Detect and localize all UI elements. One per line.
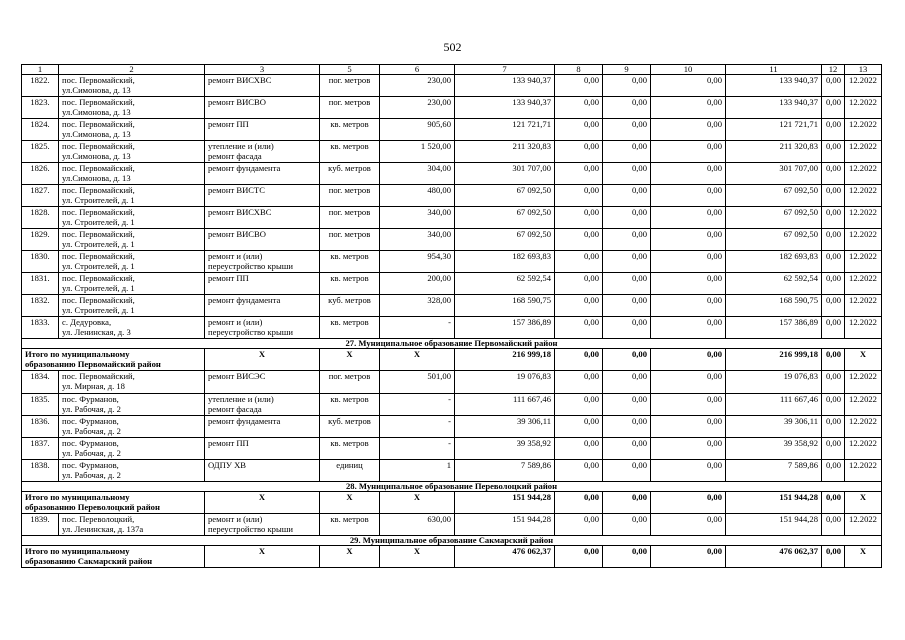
col11-cell: 67 092,50 xyxy=(726,207,822,229)
unit-cell: кв. метров xyxy=(320,394,380,416)
address-cell: пос. Первомайский, ул. Строителей, д. 1 xyxy=(59,229,205,251)
col8-cell: 0,00 xyxy=(555,295,603,317)
section-heading-row xyxy=(22,536,882,546)
column-number: 2 xyxy=(59,65,205,75)
col11-cell: 151 944,28 xyxy=(726,492,822,514)
col10-cell: 0,00 xyxy=(651,229,726,251)
work-type-cell: ремонт ПП xyxy=(205,273,320,295)
repair-schedule-table xyxy=(21,64,882,568)
unit-cell: единиц xyxy=(320,460,380,482)
cost-cell: 39 358,92 xyxy=(455,438,555,460)
section-heading: 29. Муниципальное образование Сакмарский район xyxy=(22,536,882,546)
col9-cell: 0,00 xyxy=(603,163,651,185)
quantity-cell: 340,00 xyxy=(380,229,455,251)
col8-cell: 0,00 xyxy=(555,349,603,371)
unit-cell: куб. метров xyxy=(320,416,380,438)
unit-cell: пог. метров xyxy=(320,207,380,229)
col10-cell: 0,00 xyxy=(651,141,726,163)
work-type-cell: ремонт ВИСХВС xyxy=(205,75,320,97)
table-row xyxy=(22,97,882,119)
unit-cell: кв. метров xyxy=(320,141,380,163)
col10-cell: 0,00 xyxy=(651,207,726,229)
total-label: Итого по муниципальному образованию Переволоцкий район xyxy=(22,492,205,514)
col12-cell: 0,00 xyxy=(822,229,845,251)
row-number: 1839. xyxy=(22,514,59,536)
col10-cell: 0,00 xyxy=(651,185,726,207)
cost-cell: 151 944,28 xyxy=(455,514,555,536)
work-type-cell: утепление и (или) ремонт фасада xyxy=(205,141,320,163)
cost-cell: 182 693,83 xyxy=(455,251,555,273)
column-number: 12 xyxy=(822,65,845,75)
cost-cell: 111 667,46 xyxy=(455,394,555,416)
row-number: 1824. xyxy=(22,119,59,141)
cost-cell: 7 589,86 xyxy=(455,460,555,482)
row-number: 1838. xyxy=(22,460,59,482)
col9-cell: 0,00 xyxy=(603,317,651,339)
row-number: 1834. xyxy=(22,371,59,394)
date-cell: 12.2022 xyxy=(845,317,882,339)
x-cell: X xyxy=(380,546,455,568)
total-cost-cell: 476 062,37 xyxy=(455,546,555,568)
quantity-cell: - xyxy=(380,394,455,416)
col11-cell: 301 707,00 xyxy=(726,163,822,185)
col8-cell: 0,00 xyxy=(555,163,603,185)
row-number: 1827. xyxy=(22,185,59,207)
col10-cell: 0,00 xyxy=(651,416,726,438)
date-cell: 12.2022 xyxy=(845,163,882,185)
x-cell: X xyxy=(205,546,320,568)
col10-cell: 0,00 xyxy=(651,371,726,394)
col12-cell: 0,00 xyxy=(822,438,845,460)
date-cell: 12.2022 xyxy=(845,438,882,460)
col8-cell: 0,00 xyxy=(555,371,603,394)
col9-cell: 0,00 xyxy=(603,349,651,371)
work-type-cell: ремонт и (или) переустройство крыши xyxy=(205,317,320,339)
col8-cell: 0,00 xyxy=(555,438,603,460)
unit-cell: кв. метров xyxy=(320,438,380,460)
quantity-cell: 328,00 xyxy=(380,295,455,317)
table-body xyxy=(22,65,882,568)
col11-cell: 182 693,83 xyxy=(726,251,822,273)
quantity-cell: 340,00 xyxy=(380,207,455,229)
column-number: 8 xyxy=(555,65,603,75)
col10-cell: 0,00 xyxy=(651,438,726,460)
address-cell: пос. Первомайский, ул. Мирная, д. 18 xyxy=(59,371,205,394)
col9-cell: 0,00 xyxy=(603,514,651,536)
unit-cell: пог. метров xyxy=(320,371,380,394)
cost-cell: 62 592,54 xyxy=(455,273,555,295)
x-cell: X xyxy=(320,546,380,568)
col12-cell: 0,00 xyxy=(822,295,845,317)
col9-cell: 0,00 xyxy=(603,185,651,207)
date-cell: 12.2022 xyxy=(845,97,882,119)
unit-cell: куб. метров xyxy=(320,163,380,185)
col9-cell: 0,00 xyxy=(603,492,651,514)
cost-cell: 133 940,37 xyxy=(455,97,555,119)
col8-cell: 0,00 xyxy=(555,119,603,141)
col11-cell: 157 386,89 xyxy=(726,317,822,339)
table-row xyxy=(22,229,882,251)
quantity-cell: - xyxy=(380,416,455,438)
col8-cell: 0,00 xyxy=(555,416,603,438)
address-cell: пос. Первомайский, ул. Строителей, д. 1 xyxy=(59,185,205,207)
address-cell: пос. Первомайский, ул. Строителей, д. 1 xyxy=(59,295,205,317)
col11-cell: 216 999,18 xyxy=(726,349,822,371)
address-cell: с. Дедуровка, ул. Ленинская, д. 3 xyxy=(59,317,205,339)
col12-cell: 0,00 xyxy=(822,185,845,207)
col10-cell: 0,00 xyxy=(651,251,726,273)
x-cell: X xyxy=(845,349,882,371)
address-cell: пос. Переволоцкий, ул. Ленинская, д. 137а xyxy=(59,514,205,536)
unit-cell: пог. метров xyxy=(320,185,380,207)
row-number: 1826. xyxy=(22,163,59,185)
table-row xyxy=(22,514,882,536)
col8-cell: 0,00 xyxy=(555,514,603,536)
quantity-cell: 200,00 xyxy=(380,273,455,295)
unit-cell: пог. метров xyxy=(320,229,380,251)
col12-cell: 0,00 xyxy=(822,460,845,482)
cost-cell: 301 707,00 xyxy=(455,163,555,185)
col9-cell: 0,00 xyxy=(603,251,651,273)
column-number: 11 xyxy=(726,65,822,75)
row-number: 1831. xyxy=(22,273,59,295)
col12-cell: 0,00 xyxy=(822,546,845,568)
quantity-cell: - xyxy=(380,438,455,460)
section-heading: 28. Муниципальное образование Переволоцкий район xyxy=(22,482,882,492)
work-type-cell: ремонт и (или) переустройство крыши xyxy=(205,514,320,536)
unit-cell: куб. метров xyxy=(320,295,380,317)
cost-cell: 211 320,83 xyxy=(455,141,555,163)
work-type-cell: ремонт фундамента xyxy=(205,416,320,438)
row-number: 1836. xyxy=(22,416,59,438)
quantity-cell: 501,00 xyxy=(380,371,455,394)
col8-cell: 0,00 xyxy=(555,229,603,251)
col12-cell: 0,00 xyxy=(822,416,845,438)
col12-cell: 0,00 xyxy=(822,97,845,119)
col12-cell: 0,00 xyxy=(822,141,845,163)
col11-cell: 211 320,83 xyxy=(726,141,822,163)
table-row xyxy=(22,460,882,482)
col11-cell: 67 092,50 xyxy=(726,185,822,207)
work-type-cell: ремонт ВИСХВС xyxy=(205,207,320,229)
col10-cell: 0,00 xyxy=(651,97,726,119)
table-row xyxy=(22,185,882,207)
work-type-cell: ремонт ВИСВО xyxy=(205,229,320,251)
col9-cell: 0,00 xyxy=(603,438,651,460)
work-type-cell: утепление и (или) ремонт фасада xyxy=(205,394,320,416)
col9-cell: 0,00 xyxy=(603,371,651,394)
column-number: 9 xyxy=(603,65,651,75)
x-cell: X xyxy=(320,349,380,371)
col8-cell: 0,00 xyxy=(555,75,603,97)
row-number: 1828. xyxy=(22,207,59,229)
date-cell: 12.2022 xyxy=(845,514,882,536)
total-row xyxy=(22,546,882,568)
cost-cell: 67 092,50 xyxy=(455,207,555,229)
col9-cell: 0,00 xyxy=(603,295,651,317)
col9-cell: 0,00 xyxy=(603,460,651,482)
row-number: 1829. xyxy=(22,229,59,251)
col12-cell: 0,00 xyxy=(822,394,845,416)
col10-cell: 0,00 xyxy=(651,273,726,295)
unit-cell: кв. метров xyxy=(320,273,380,295)
x-cell: X xyxy=(380,349,455,371)
address-cell: пос. Первомайский, ул.Симонова, д. 13 xyxy=(59,163,205,185)
table-row xyxy=(22,207,882,229)
col10-cell: 0,00 xyxy=(651,394,726,416)
table-row xyxy=(22,438,882,460)
col8-cell: 0,00 xyxy=(555,185,603,207)
address-cell: пос. Первомайский, ул.Симонова, д. 13 xyxy=(59,75,205,97)
cost-cell: 133 940,37 xyxy=(455,75,555,97)
col12-cell: 0,00 xyxy=(822,317,845,339)
col9-cell: 0,00 xyxy=(603,75,651,97)
col9-cell: 0,00 xyxy=(603,394,651,416)
work-type-cell: ремонт ПП xyxy=(205,119,320,141)
col10-cell: 0,00 xyxy=(651,119,726,141)
col8-cell: 0,00 xyxy=(555,546,603,568)
col12-cell: 0,00 xyxy=(822,75,845,97)
x-cell: X xyxy=(845,546,882,568)
unit-cell: пог. метров xyxy=(320,75,380,97)
date-cell: 12.2022 xyxy=(845,273,882,295)
col10-cell: 0,00 xyxy=(651,460,726,482)
col8-cell: 0,00 xyxy=(555,492,603,514)
table-row xyxy=(22,416,882,438)
column-number: 5 xyxy=(320,65,380,75)
unit-cell: кв. метров xyxy=(320,514,380,536)
col8-cell: 0,00 xyxy=(555,273,603,295)
total-cost-cell: 151 944,28 xyxy=(455,492,555,514)
col9-cell: 0,00 xyxy=(603,97,651,119)
quantity-cell: 1 520,00 xyxy=(380,141,455,163)
table-row xyxy=(22,119,882,141)
row-number: 1822. xyxy=(22,75,59,97)
quantity-cell: 905,60 xyxy=(380,119,455,141)
col8-cell: 0,00 xyxy=(555,207,603,229)
col9-cell: 0,00 xyxy=(603,416,651,438)
col12-cell: 0,00 xyxy=(822,207,845,229)
col11-cell: 62 592,54 xyxy=(726,273,822,295)
column-number: 3 xyxy=(205,65,320,75)
col8-cell: 0,00 xyxy=(555,97,603,119)
address-cell: пос. Первомайский, ул. Строителей, д. 1 xyxy=(59,273,205,295)
col8-cell: 0,00 xyxy=(555,251,603,273)
col10-cell: 0,00 xyxy=(651,492,726,514)
col11-cell: 7 589,86 xyxy=(726,460,822,482)
col12-cell: 0,00 xyxy=(822,273,845,295)
quantity-cell: 630,00 xyxy=(380,514,455,536)
quantity-cell: 480,00 xyxy=(380,185,455,207)
date-cell: 12.2022 xyxy=(845,295,882,317)
col12-cell: 0,00 xyxy=(822,349,845,371)
address-cell: пос. Первомайский, ул.Симонова, д. 13 xyxy=(59,119,205,141)
col10-cell: 0,00 xyxy=(651,514,726,536)
work-type-cell: ремонт ПП xyxy=(205,438,320,460)
cost-cell: 157 386,89 xyxy=(455,317,555,339)
col12-cell: 0,00 xyxy=(822,371,845,394)
col8-cell: 0,00 xyxy=(555,460,603,482)
date-cell: 12.2022 xyxy=(845,394,882,416)
total-cost-cell: 216 999,18 xyxy=(455,349,555,371)
column-number-header xyxy=(22,65,882,75)
date-cell: 12.2022 xyxy=(845,416,882,438)
row-number: 1833. xyxy=(22,317,59,339)
work-type-cell: ремонт фундамента xyxy=(205,163,320,185)
table-row xyxy=(22,75,882,97)
row-number: 1835. xyxy=(22,394,59,416)
col8-cell: 0,00 xyxy=(555,394,603,416)
unit-cell: пог. метров xyxy=(320,97,380,119)
work-type-cell: ремонт ВИСВО xyxy=(205,97,320,119)
col12-cell: 0,00 xyxy=(822,514,845,536)
date-cell: 12.2022 xyxy=(845,119,882,141)
date-cell: 12.2022 xyxy=(845,75,882,97)
date-cell: 12.2022 xyxy=(845,185,882,207)
col9-cell: 0,00 xyxy=(603,229,651,251)
col11-cell: 19 076,83 xyxy=(726,371,822,394)
date-cell: 12.2022 xyxy=(845,229,882,251)
column-number: 13 xyxy=(845,65,882,75)
col12-cell: 0,00 xyxy=(822,163,845,185)
column-number: 7 xyxy=(455,65,555,75)
total-row xyxy=(22,349,882,371)
address-cell: пос. Фурманов, ул. Рабочая, д. 2 xyxy=(59,394,205,416)
date-cell: 12.2022 xyxy=(845,251,882,273)
address-cell: пос. Фурманов, ул. Рабочая, д. 2 xyxy=(59,416,205,438)
column-number: 6 xyxy=(380,65,455,75)
cost-cell: 19 076,83 xyxy=(455,371,555,394)
col11-cell: 39 358,92 xyxy=(726,438,822,460)
table-row xyxy=(22,251,882,273)
quantity-cell: 230,00 xyxy=(380,75,455,97)
table-row xyxy=(22,317,882,339)
quantity-cell: 304,00 xyxy=(380,163,455,185)
x-cell: X xyxy=(380,492,455,514)
col8-cell: 0,00 xyxy=(555,317,603,339)
col10-cell: 0,00 xyxy=(651,546,726,568)
row-number: 1823. xyxy=(22,97,59,119)
date-cell: 12.2022 xyxy=(845,207,882,229)
table-row xyxy=(22,371,882,394)
quantity-cell: - xyxy=(380,317,455,339)
address-cell: пос. Фурманов, ул. Рабочая, д. 2 xyxy=(59,460,205,482)
col11-cell: 133 940,37 xyxy=(726,97,822,119)
col12-cell: 0,00 xyxy=(822,119,845,141)
x-cell: X xyxy=(320,492,380,514)
col9-cell: 0,00 xyxy=(603,141,651,163)
unit-cell: кв. метров xyxy=(320,119,380,141)
quantity-cell: 1 xyxy=(380,460,455,482)
section-heading-row xyxy=(22,482,882,492)
column-number: 1 xyxy=(22,65,59,75)
table-row xyxy=(22,273,882,295)
col11-cell: 151 944,28 xyxy=(726,514,822,536)
cost-cell: 67 092,50 xyxy=(455,185,555,207)
cost-cell: 39 306,11 xyxy=(455,416,555,438)
col10-cell: 0,00 xyxy=(651,317,726,339)
row-number: 1837. xyxy=(22,438,59,460)
cost-cell: 67 092,50 xyxy=(455,229,555,251)
total-label: Итого по муниципальному образованию Первомайский район xyxy=(22,349,205,371)
col11-cell: 121 721,71 xyxy=(726,119,822,141)
col12-cell: 0,00 xyxy=(822,251,845,273)
cost-cell: 168 590,75 xyxy=(455,295,555,317)
table-row xyxy=(22,295,882,317)
col10-cell: 0,00 xyxy=(651,349,726,371)
col10-cell: 0,00 xyxy=(651,75,726,97)
work-type-cell: ремонт фундамента xyxy=(205,295,320,317)
col11-cell: 476 062,37 xyxy=(726,546,822,568)
table-row xyxy=(22,141,882,163)
col11-cell: 133 940,37 xyxy=(726,75,822,97)
section-heading-row xyxy=(22,339,882,349)
section-heading: 27. Муниципальное образование Первомайский район xyxy=(22,339,882,349)
x-cell: X xyxy=(845,492,882,514)
total-row xyxy=(22,492,882,514)
table-row xyxy=(22,163,882,185)
address-cell: пос. Первомайский, ул. Строителей, д. 1 xyxy=(59,207,205,229)
col11-cell: 168 590,75 xyxy=(726,295,822,317)
x-cell: X xyxy=(205,492,320,514)
quantity-cell: 230,00 xyxy=(380,97,455,119)
col10-cell: 0,00 xyxy=(651,295,726,317)
unit-cell: кв. метров xyxy=(320,251,380,273)
cost-cell: 121 721,71 xyxy=(455,119,555,141)
date-cell: 12.2022 xyxy=(845,371,882,394)
total-label: Итого по муниципальному образованию Сакмарский район xyxy=(22,546,205,568)
work-type-cell: ремонт ВИСЭС xyxy=(205,371,320,394)
address-cell: пос. Фурманов, ул. Рабочая, д. 2 xyxy=(59,438,205,460)
work-type-cell: ОДПУ ХВ xyxy=(205,460,320,482)
col11-cell: 67 092,50 xyxy=(726,229,822,251)
col11-cell: 39 306,11 xyxy=(726,416,822,438)
column-number: 10 xyxy=(651,65,726,75)
work-type-cell: ремонт ВИСТС xyxy=(205,185,320,207)
table-row xyxy=(22,394,882,416)
page-number: 502 xyxy=(443,40,462,54)
col9-cell: 0,00 xyxy=(603,546,651,568)
x-cell: X xyxy=(205,349,320,371)
date-cell: 12.2022 xyxy=(845,141,882,163)
row-number: 1825. xyxy=(22,141,59,163)
col9-cell: 0,00 xyxy=(603,119,651,141)
col12-cell: 0,00 xyxy=(822,492,845,514)
col9-cell: 0,00 xyxy=(603,207,651,229)
address-cell: пос. Первомайский, ул.Симонова, д. 13 xyxy=(59,141,205,163)
col11-cell: 111 667,46 xyxy=(726,394,822,416)
work-type-cell: ремонт и (или) переустройство крыши xyxy=(205,251,320,273)
row-number: 1832. xyxy=(22,295,59,317)
quantity-cell: 954,30 xyxy=(380,251,455,273)
col9-cell: 0,00 xyxy=(603,273,651,295)
col10-cell: 0,00 xyxy=(651,163,726,185)
address-cell: пос. Первомайский, ул. Строителей, д. 1 xyxy=(59,251,205,273)
row-number: 1830. xyxy=(22,251,59,273)
date-cell: 12.2022 xyxy=(845,460,882,482)
col8-cell: 0,00 xyxy=(555,141,603,163)
unit-cell: кв. метров xyxy=(320,317,380,339)
address-cell: пос. Первомайский, ул.Симонова, д. 13 xyxy=(59,97,205,119)
